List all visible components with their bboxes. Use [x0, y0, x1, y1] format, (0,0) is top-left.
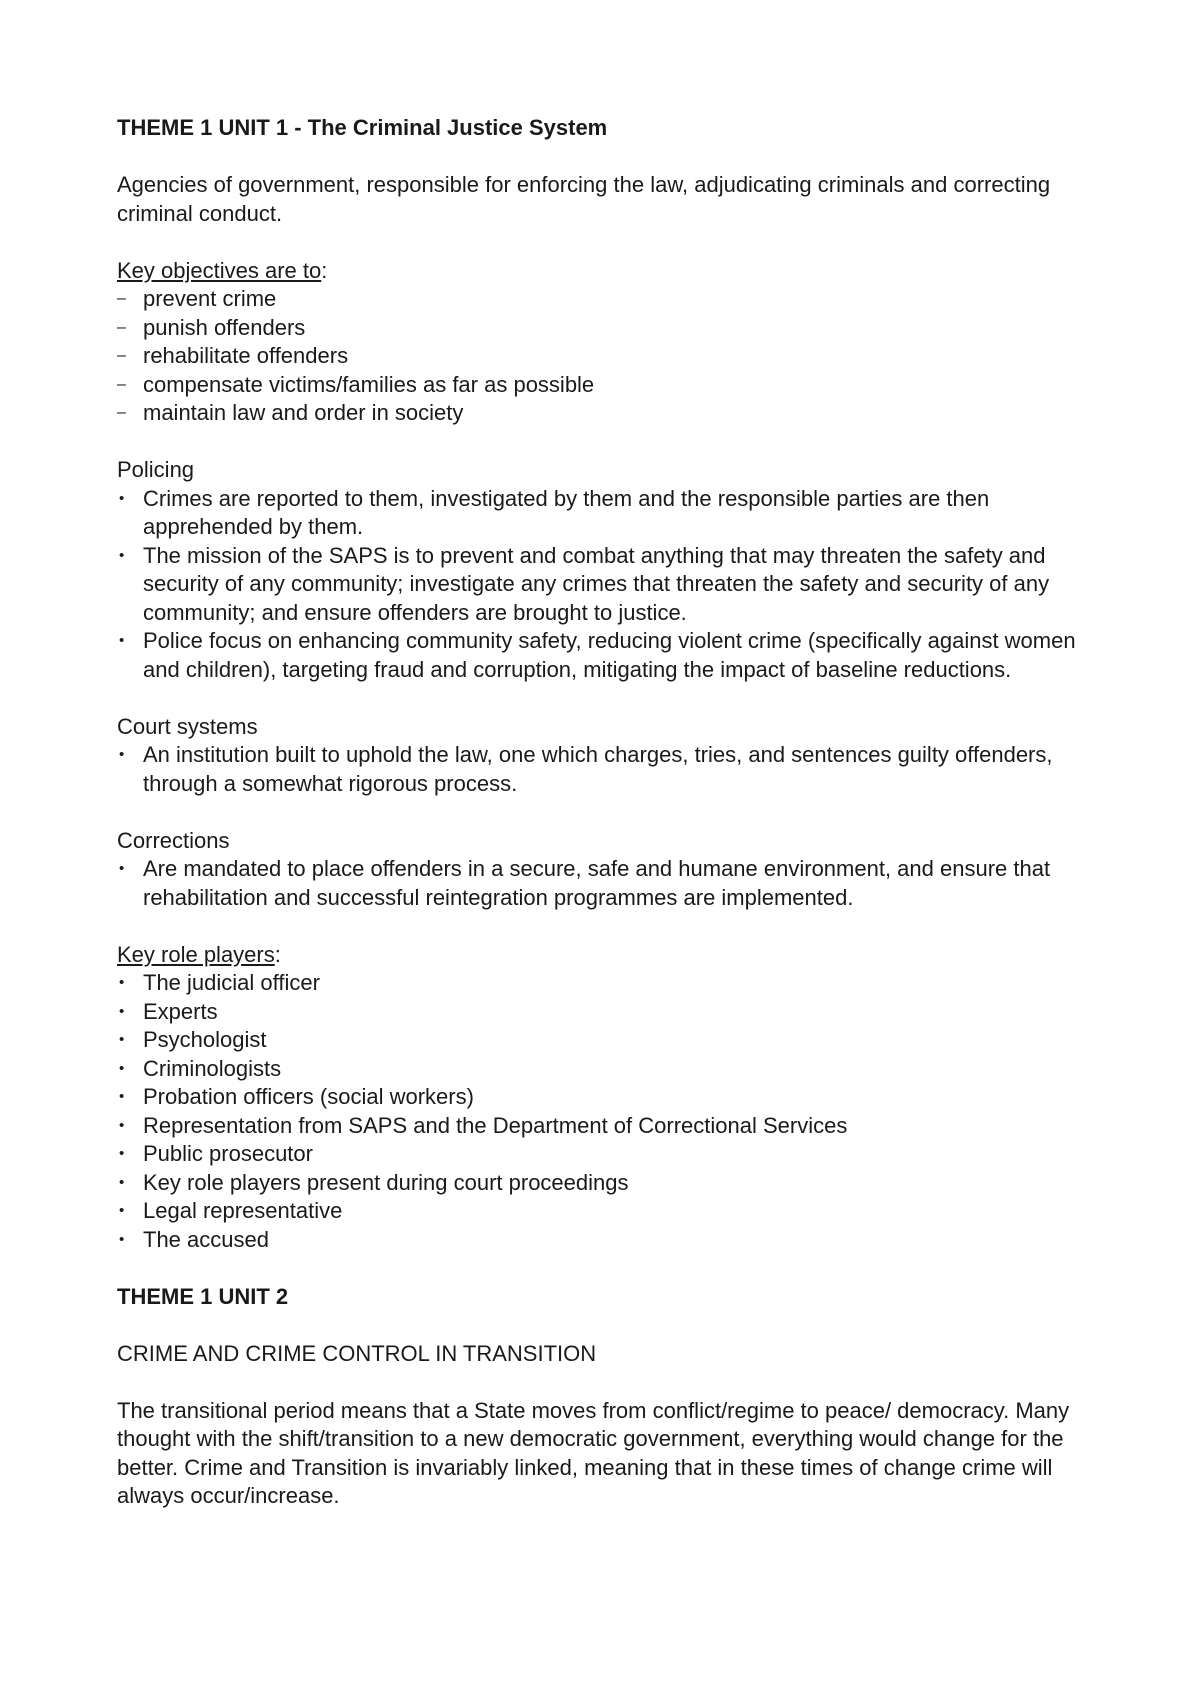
unit1-intro: Agencies of government, responsible for enforcing the law, adjudicating criminals and correcting criminal conduct.: [117, 172, 1051, 226]
list-item-text: – compensate victims/families as far as possible: [143, 371, 595, 397]
list-item: [117, 399, 1107, 428]
policing-list: [117, 485, 1107, 685]
list-item: [117, 741, 1107, 798]
objectives-colon: :: [321, 257, 328, 283]
list-item: [117, 285, 1107, 314]
list-item: [117, 855, 1107, 912]
list-item-text: • Psychologist: [143, 1027, 267, 1052]
list-item-text: • An institution built to uphold the law, one which charges, tries, and sentences guilty offenders, through a somewhat rigorous process.: [143, 742, 1053, 796]
role-players-list: [117, 969, 1107, 1254]
list-item: [117, 485, 1107, 542]
list-item-text: • Crimes are reported to them, investigated by them and the responsible parties are then apprehended by them.: [143, 485, 990, 539]
list-item: [117, 1026, 1107, 1055]
unit2-paragraph: The transitional period means that a State moves from conflict/regime to peace/ democracy. Many thought with the shift/transition to a new democratic government, everything would change for the better. Crime and Transition is invariably linked, meaning that in these times of change crime will always occur/increase.: [117, 1397, 1070, 1508]
list-item-text: • The accused: [143, 1226, 269, 1252]
courts-list: [117, 741, 1107, 798]
role-players-label: Key role players: [117, 941, 275, 967]
list-item: [117, 1112, 1107, 1141]
objectives-label-line: [117, 257, 1107, 286]
list-item-text: • Experts: [143, 998, 218, 1024]
list-item: [117, 627, 1107, 684]
document-body: [117, 114, 1107, 1511]
list-item-text: • Legal representative: [143, 1198, 343, 1223]
list-item: [117, 998, 1107, 1027]
list-item-text: – prevent crime: [143, 286, 277, 311]
list-item: [117, 1169, 1107, 1198]
list-item-text: • Key role players present during court proceedings: [143, 1169, 629, 1195]
role-players-label-line: [117, 941, 1107, 970]
list-item: [117, 371, 1107, 400]
courts-title: Court systems: [117, 713, 258, 739]
list-item: [117, 314, 1107, 343]
unit1-heading: THEME 1 UNIT 1 - The Criminal Justice System: [117, 115, 608, 140]
list-item-text: – maintain law and order in society: [143, 400, 464, 425]
policing-title: Policing: [117, 457, 195, 482]
objectives-list: [117, 285, 1107, 428]
objectives-label: Key objectives are to: [117, 257, 322, 283]
list-item: [117, 542, 1107, 628]
unit2-heading: THEME 1 UNIT 2: [117, 1283, 289, 1309]
list-item-text: • Probation officers (social workers): [143, 1084, 474, 1109]
list-item-text: • The mission of the SAPS is to prevent and combat anything that may threaten the safety and security of any community; investigate any crimes that threaten the safety and security of any community; and ensure offenders are brought to justice.: [143, 542, 1050, 625]
list-item-text: – punish offenders: [143, 314, 306, 340]
list-item-text: • Criminologists: [143, 1055, 282, 1081]
list-item: [117, 342, 1107, 371]
list-item-text: • Public prosecutor: [143, 1141, 313, 1166]
list-item-text: • The judicial officer: [143, 970, 320, 995]
list-item: [117, 1055, 1107, 1084]
list-item: [117, 1140, 1107, 1169]
corrections-title: Corrections: [117, 827, 230, 853]
list-item: [117, 969, 1107, 998]
corrections-list: [117, 855, 1107, 912]
list-item-text: • Are mandated to place offenders in a secure, safe and humane environment, and ensure that rehabilitation and successful reintegration programmes are implemented.: [143, 856, 1051, 910]
list-item: [117, 1226, 1107, 1255]
unit2-subheading: CRIME AND CRIME CONTROL IN TRANSITION: [117, 1340, 597, 1366]
list-item-text: – rehabilitate offenders: [143, 343, 349, 368]
list-item-text: • Representation from SAPS and the Department of Correctional Services: [143, 1112, 848, 1138]
list-item-text: • Police focus on enhancing community safety, reducing violent crime (specifically against women and children), targeting fraud and corruption, mitigating the impact of baseline reductions.: [143, 628, 1076, 682]
list-item: [117, 1197, 1107, 1226]
role-players-colon: :: [274, 941, 281, 967]
list-item: [117, 1083, 1107, 1112]
